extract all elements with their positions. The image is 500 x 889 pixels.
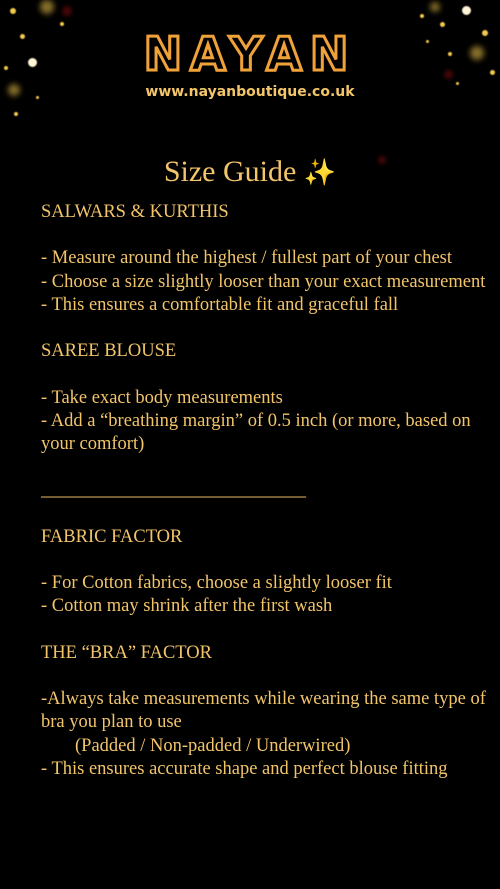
sparkle-decoration [420,14,424,18]
salwars-line: - Choose a size slightly looser than your exact measurement [41,271,486,292]
sparkle-decoration [62,6,72,16]
fabric-line: - Cotton may shrink after the first wash [41,596,333,617]
bra-line: - This ensures accurate shape and perfect blouse fitting [41,758,448,779]
bra-line: -Always take measurements while wearing the same type of bra you plan to use [41,689,486,733]
brand-logo: NAYAN [143,27,357,81]
section-heading-salwars: SALWARS & KURTHIS [41,202,229,222]
bra-line: (Padded / Non-padded / Underwired) [75,735,351,756]
fabric-line: - For Cotton fabrics, choose a slightly looser fit [41,573,392,594]
section-heading-bra: THE “BRA” FACTOR [41,642,212,663]
sparkle-decoration [40,0,54,14]
page-title-text: Size Guide [163,155,297,188]
section-divider: ________________________________ [41,480,305,501]
website-url: www.nayanboutique.co.uk [145,84,355,100]
sparkles-icon: ✨ [303,158,337,188]
salwars-line: - This ensures a comfortable fit and graceful fall [41,294,399,315]
section-heading-fabric: FABRIC FACTOR [41,526,183,547]
sparkle-decoration [14,112,18,116]
page-title [0,152,500,193]
saree-blouse-line: - Add a “breathing margin” of 0.5 inch (or more, based on your comfort) [41,410,471,454]
sparkle-decoration [10,8,16,14]
salwars-line: - Measure around the highest / fullest part of your chest [41,248,452,269]
saree-blouse-line: - Take exact body measurements [41,387,283,408]
size-guide-content [41,201,491,781]
sparkle-decoration [462,6,471,15]
section-heading-saree-blouse: SAREE BLOUSE [41,341,177,362]
sparkle-decoration [430,2,440,12]
